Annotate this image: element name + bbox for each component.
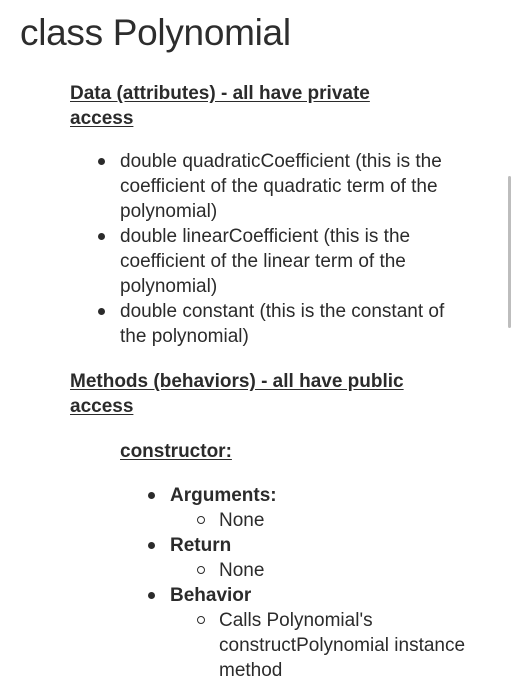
constructor-heading: constructor: (120, 441, 232, 462)
constructor-details-list (170, 483, 470, 683)
behavior-sublist (170, 608, 470, 683)
return-sublist (170, 558, 470, 583)
arguments-sublist (170, 508, 470, 533)
sub-list-item: None (219, 558, 470, 583)
sub-list-item: Calls Polynomial's constructPolynomial instance method (219, 608, 470, 683)
list-item (170, 533, 470, 583)
scrollbar[interactable] (508, 176, 511, 328)
attribute-list (120, 149, 460, 349)
list-item: double linearCoefficient (this is the coefficient of the linear term of the polynomial) (120, 224, 460, 299)
arguments-label: Arguments: (170, 485, 277, 506)
page-title: class Polynomial (20, 12, 291, 53)
behavior-label: Behavior (170, 585, 252, 606)
list-item (170, 483, 470, 533)
data-attributes-heading: Data (attributes) - all have private access (70, 83, 370, 129)
list-item: double quadraticCoefficient (this is the coefficient of the quadratic term of the polynomial) (120, 149, 460, 224)
sub-list-item: None (219, 508, 470, 533)
methods-behaviors-heading: Methods (behaviors) - all have public access (70, 371, 404, 417)
return-label: Return (170, 535, 232, 556)
list-item (170, 583, 470, 683)
list-item: double constant (this is the constant of the polynomial) (120, 299, 460, 349)
